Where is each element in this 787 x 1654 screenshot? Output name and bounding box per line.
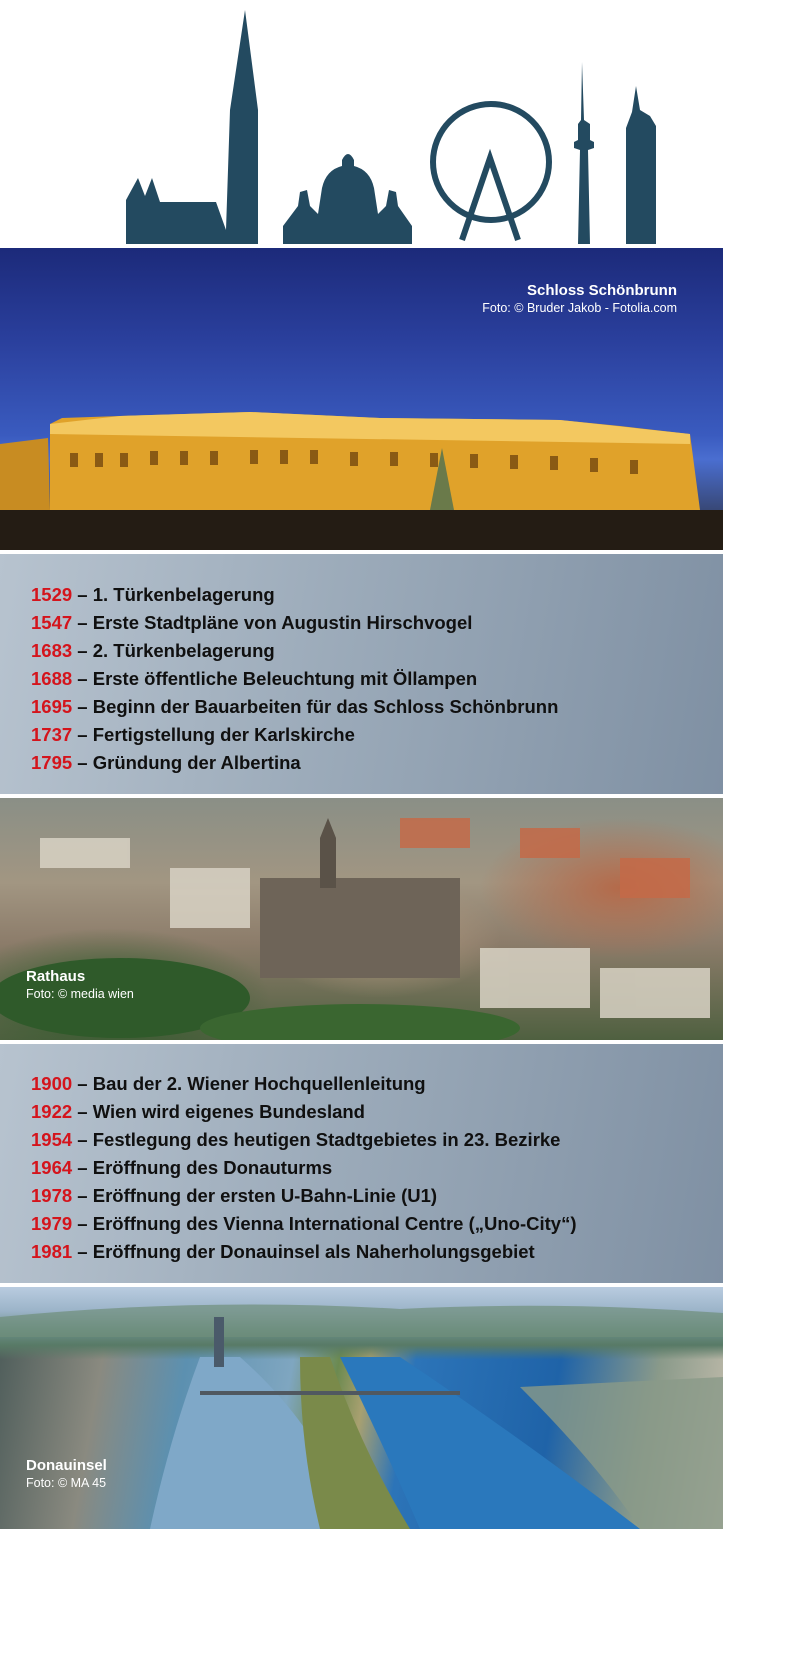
timeline-panel-modern bbox=[0, 1044, 723, 1283]
timeline-entry bbox=[31, 1154, 723, 1182]
rathaus-illustration bbox=[0, 798, 723, 1040]
timeline-text: – Fertigstellung der Karlskirche bbox=[72, 724, 355, 745]
timeline-entry bbox=[31, 1098, 723, 1126]
timeline-entry bbox=[31, 581, 723, 609]
timeline-text: – Eröffnung der ersten U-Bahn-Linie (U1) bbox=[72, 1185, 438, 1206]
timeline-entry bbox=[31, 721, 723, 749]
caption-rathaus bbox=[26, 968, 134, 1003]
photo-rathaus bbox=[0, 798, 723, 1040]
timeline-year: 1795 bbox=[31, 752, 73, 773]
timeline-year: 1547 bbox=[31, 612, 73, 633]
timeline-entry bbox=[31, 1238, 723, 1266]
timeline-list bbox=[31, 581, 723, 777]
timeline-year: 1737 bbox=[31, 724, 73, 745]
caption-schloss bbox=[482, 282, 677, 317]
caption-title: Donauinsel bbox=[26, 1457, 107, 1474]
timeline-text: – 1. Türkenbelagerung bbox=[72, 584, 275, 605]
donauturm-silhouette bbox=[574, 62, 594, 244]
timeline-year: 1683 bbox=[31, 640, 73, 661]
timeline-year: 1922 bbox=[31, 1101, 73, 1122]
timeline-year: 1688 bbox=[31, 668, 73, 689]
timeline-entry bbox=[31, 665, 723, 693]
timeline-text: – Erste öffentliche Beleuchtung mit Öllampen bbox=[72, 668, 478, 689]
photo-schloss-schoenbrunn bbox=[0, 248, 723, 550]
caption-credit: Foto: © Bruder Jakob - Fotolia.com bbox=[482, 301, 677, 315]
vienna-skyline-icon bbox=[0, 0, 787, 248]
timeline-text: – Beginn der Bauarbeiten für das Schloss Schönbrunn bbox=[72, 696, 559, 717]
millennium-tower-silhouette bbox=[626, 86, 656, 244]
timeline-text: – 2. Türkenbelagerung bbox=[72, 640, 275, 661]
timeline-panel-early bbox=[0, 554, 723, 794]
timeline-text: – Bau der 2. Wiener Hochquellenleitung bbox=[72, 1073, 426, 1094]
caption-credit: Foto: © MA 45 bbox=[26, 1476, 107, 1490]
timeline-text: – Wien wird eigenes Bundesland bbox=[72, 1101, 365, 1122]
timeline-text: – Eröffnung der Donauinsel als Naherholungsgebiet bbox=[72, 1241, 535, 1262]
caption-title: Rathaus bbox=[26, 968, 86, 985]
timeline-text: – Eröffnung des Donauturms bbox=[72, 1157, 333, 1178]
timeline-entry bbox=[31, 693, 723, 721]
timeline-entry bbox=[31, 1182, 723, 1210]
timeline-year: 1981 bbox=[31, 1241, 73, 1262]
timeline-text: – Eröffnung des Vienna International Centre („Uno-City“) bbox=[72, 1213, 577, 1234]
timeline-year: 1978 bbox=[31, 1185, 73, 1206]
riesenrad-silhouette bbox=[433, 104, 549, 240]
timeline-list bbox=[31, 1070, 723, 1266]
timeline-entry bbox=[31, 1210, 723, 1238]
karlskirche-silhouette bbox=[283, 154, 412, 244]
timeline-entry bbox=[31, 1070, 723, 1098]
donauinsel-illustration bbox=[0, 1287, 723, 1529]
timeline-year: 1529 bbox=[31, 584, 73, 605]
caption-credit: Foto: © media wien bbox=[26, 987, 134, 1001]
timeline-entry bbox=[31, 637, 723, 665]
timeline-year: 1695 bbox=[31, 696, 73, 717]
timeline-text: – Festlegung des heutigen Stadtgebietes in 23. Bezirke bbox=[72, 1129, 561, 1150]
timeline-text: – Erste Stadtpläne von Augustin Hirschvogel bbox=[72, 612, 473, 633]
photo-donauinsel bbox=[0, 1287, 723, 1529]
stephansdom-silhouette bbox=[126, 10, 258, 244]
caption-title: Schloss Schönbrunn bbox=[526, 282, 677, 299]
timeline-entry bbox=[31, 749, 723, 777]
timeline-entry bbox=[31, 609, 723, 637]
timeline-year: 1954 bbox=[31, 1129, 73, 1150]
timeline-entry bbox=[31, 1126, 723, 1154]
timeline-year: 1979 bbox=[31, 1213, 73, 1234]
timeline-year: 1964 bbox=[31, 1157, 73, 1178]
caption-donauinsel bbox=[26, 1457, 107, 1492]
timeline-text: – Gründung der Albertina bbox=[72, 752, 301, 773]
timeline-year: 1900 bbox=[31, 1073, 73, 1094]
